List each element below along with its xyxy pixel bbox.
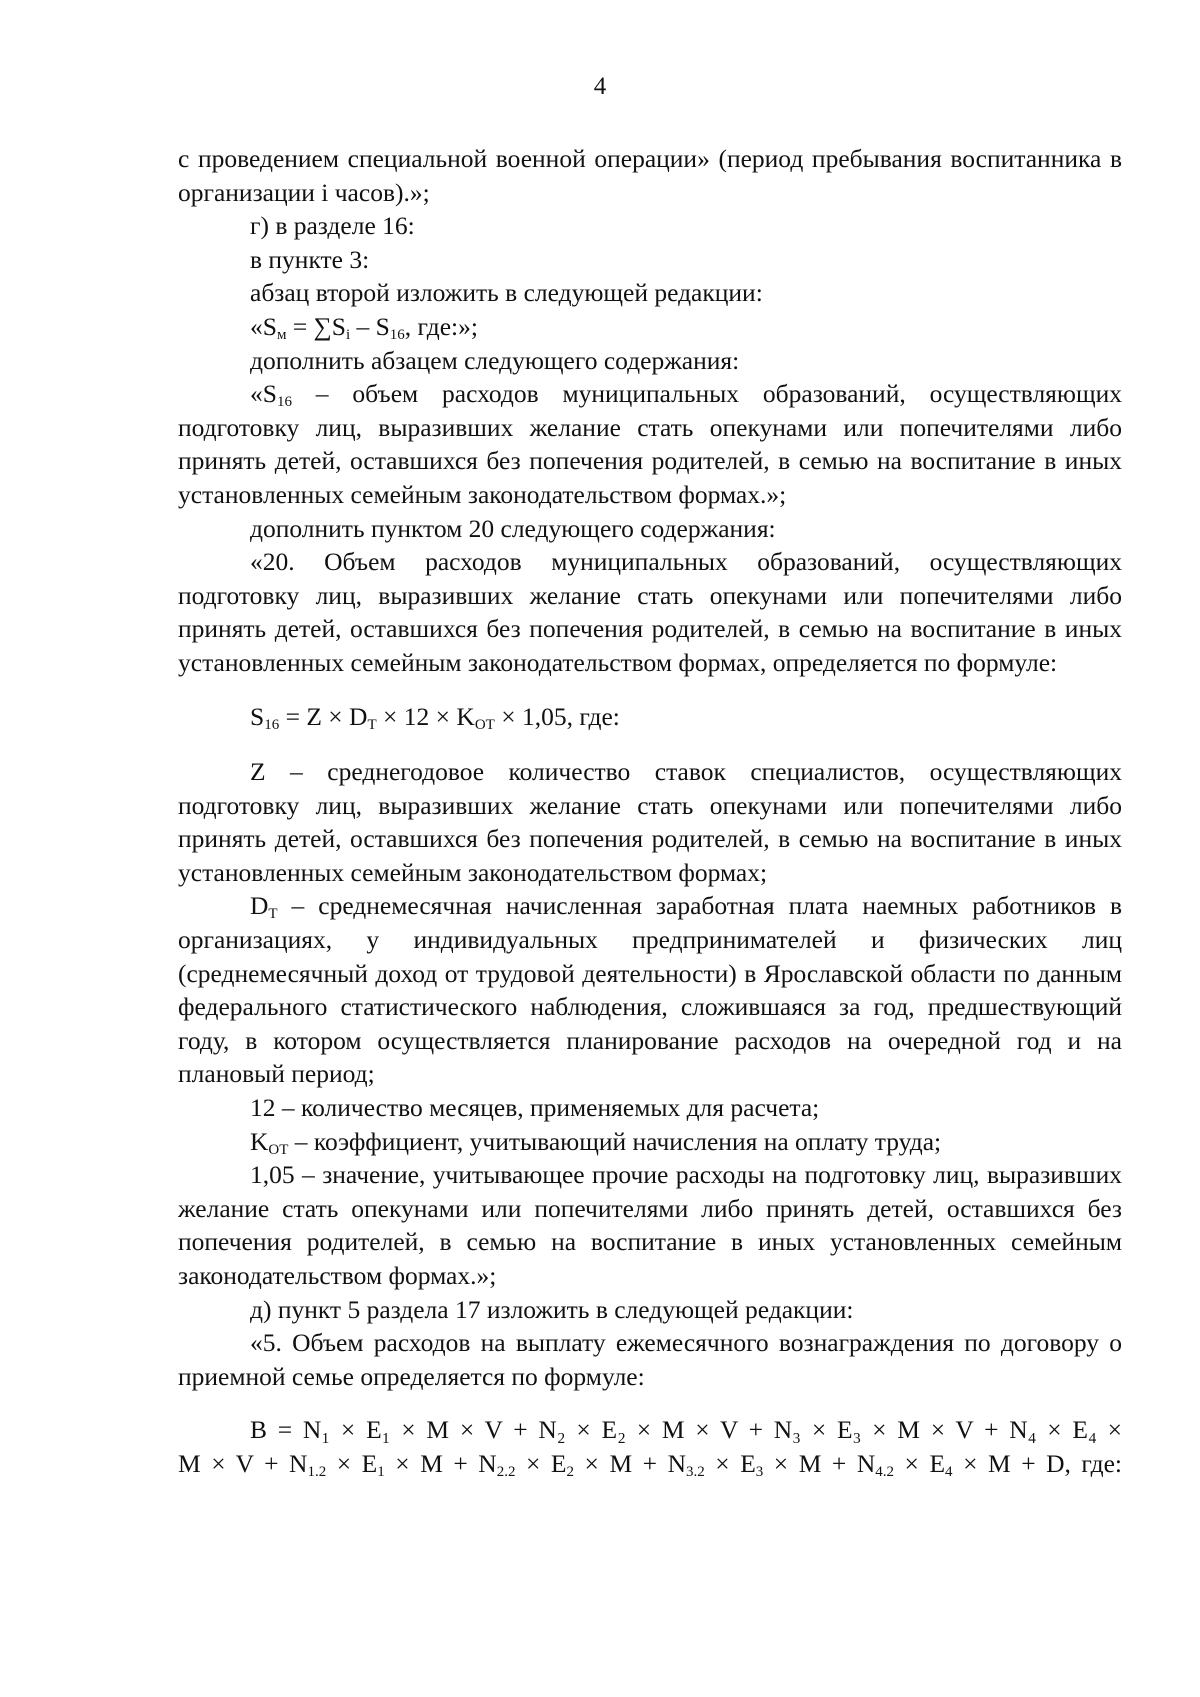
formula-s16: $S_{16} = Z \times D_T \times 12 \times K_{OT} \times 1,05$, где:	[250, 701, 620, 733]
formula-b-line-1: B = N₁ × E₁ × M × V + N₂ × E₂ × M × V + N₃ × E₃ × M × V + N₄ × E₄ ×	[250, 1415, 1122, 1445]
paragraph-12-definition: 12 – количество месяцев, применяемых для расчета;	[250, 1093, 820, 1123]
paragraph-point-3: в пункте 3:	[250, 244, 370, 274]
paragraph-kot-definition: $K_{OT}$ – коэффициент, учитывающий начисления на оплату труда;	[250, 1126, 942, 1158]
formula-b	[178, 1413, 1122, 1480]
paragraph-item-d: д) пункт 5 раздела 17 изложить в следующей редакции:	[250, 1294, 854, 1324]
paragraph-add-abzac: дополнить абзацем следующего содержания:	[250, 345, 740, 375]
paragraph-add-point-20: дополнить пунктом 20 следующего содержания:	[250, 513, 776, 543]
page-number: 4	[593, 73, 607, 100]
paragraph-point-5: «5. Объем расходов на выплату ежемесячного вознаграждения по договору о приемной семье определяется по формуле:	[178, 1328, 1122, 1391]
paragraph-105-definition: 1,05 – значение, учитывающее прочие расходы на подготовку лиц, выразивших желание стать опекунами или попечителями либо принять детей, оставшихся без попечения родителей, в семью на воспитание в иных установленных семейным законодательством формах.»;	[178, 1160, 1122, 1290]
paragraph-abzac-second: абзац второй изложить в следующей редакции:	[250, 278, 763, 308]
paragraph-continuation: с проведением специальной военной операции» (период пребывания воспитанника в организации i часов).»;	[178, 144, 1122, 207]
paragraph-point-20: «20. Объем расходов муниципальных образований, осуществляющих подготовку лиц, выразивших желание стать опекунами или попечителями либо принять детей, оставшихся без попечения родителей, в семью на воспитание в иных установленных семейным законодательством формах, определяется по формуле:	[178, 547, 1122, 677]
formula-b-line-2: $M \times V + N_{1.2} \times E_1 \times M + N_{2.2} \times E_2 \times M + N_{3.2} \times E_3 \times M + N_{4.2} \times E_4 \times M + D$, где:	[178, 1448, 1122, 1480]
paragraph-s16-definition: «$S_{16}$ – объем расходов муниципальных образований, осуществляющих подготовку лиц, выразивших желание стать опекунами или попечителями либо принять детей, оставшихся без попечения родителей, в семью на воспитание в иных установленных семейным законодательством формах.»;	[178, 379, 1122, 509]
paragraph-dt-definition: $D_T$ – среднемесячная начисленная заработная плата наемных работников в организациях, у индивидуальных предпринимателей и физических лиц (среднемесячный доход от трудовой деятельности) в Ярославской области по данным федерального статистического наблюдения, сложившаяся за год, предшествующий году, в котором осуществляется планирование расходов на очередной год и на плановый период;	[178, 891, 1122, 1089]
paragraph-item-g: г) в разделе 16:	[250, 211, 415, 241]
formula-sm: «$S_м = \sum S_i - S_{16}$, где:»;	[250, 311, 478, 343]
paragraph-z-definition: Z – среднегодовое количество ставок специалистов, осуществляющих подготовку лиц, выразивших желание стать опекунами или попечителями либо принять детей, оставшихся без попечения родителей, в семью на воспитание в иных установленных семейным законодательством формах;	[178, 757, 1122, 887]
document-body	[178, 142, 1122, 1481]
